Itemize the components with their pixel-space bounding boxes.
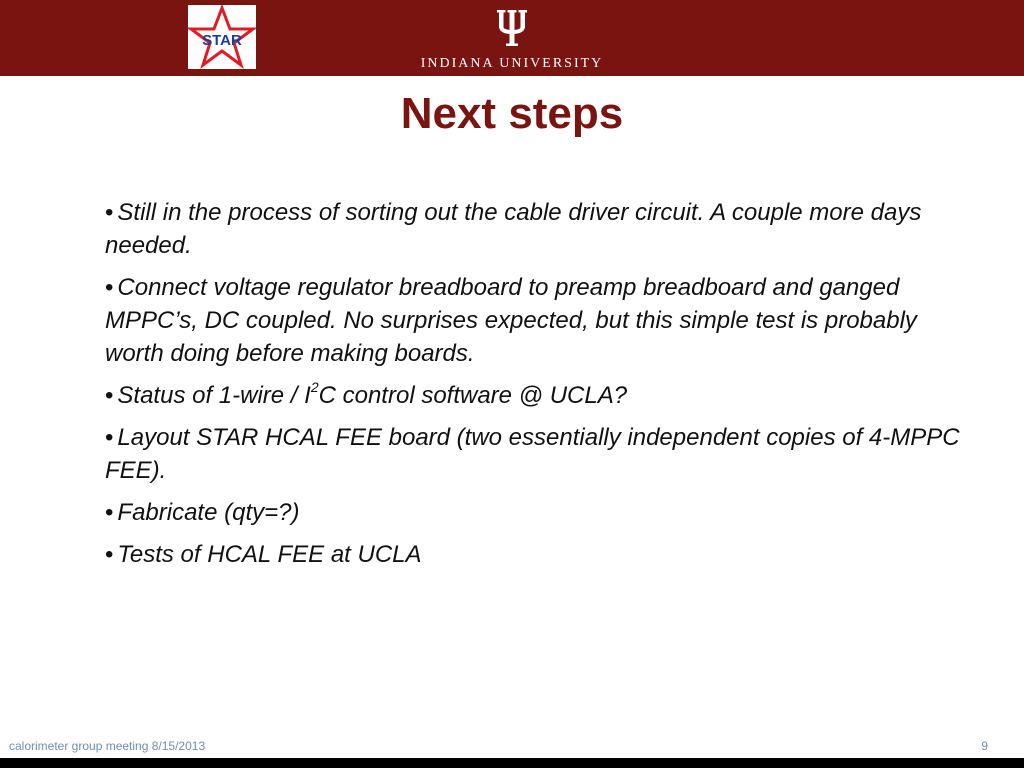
bullet-item	[105, 379, 965, 412]
bullet-dot-icon: •	[105, 199, 114, 226]
bottom-bar	[0, 758, 1024, 768]
bullet-item	[105, 496, 965, 529]
slide-title: Next steps	[400, 89, 624, 138]
bullet-text: Status of 1-wire / I	[117, 382, 311, 409]
footer-meeting: calorimeter group meeting 8/15/2013	[9, 739, 206, 753]
bullet-text: Still in the process of sorting out the cable driver circuit. A couple more days needed.	[105, 199, 922, 259]
bullet-item	[105, 196, 965, 262]
star-logo	[188, 5, 256, 69]
star-logo-text: STAR	[202, 32, 242, 49]
bullet-dot-icon: •	[105, 499, 114, 526]
bullet-text: Connect voltage regulator breadboard to preamp breadboard and ganged MPPC’s, DC coupled. No surprises expected, but this simple test is probably worth doing before making boards.	[105, 274, 917, 367]
bullet-item	[105, 271, 965, 370]
iu-trident-icon	[494, 8, 530, 48]
page-number: 9	[981, 739, 988, 753]
bullet-list	[105, 196, 965, 580]
bullet-dot-icon: •	[105, 382, 114, 409]
header-band	[0, 0, 1024, 76]
bullet-item	[105, 538, 965, 571]
bullet-dot-icon: •	[105, 274, 114, 301]
bullet-text: Tests of HCAL FEE at UCLA	[117, 541, 422, 568]
bullet-dot-icon: •	[105, 424, 114, 451]
bullet-text: C control software @ UCLA?	[318, 382, 628, 409]
superscript: 2	[310, 379, 319, 395]
bullet-text: Layout STAR HCAL FEE board (two essentially independent copies of 4-MPPC FEE).	[105, 424, 960, 484]
bullet-text: Fabricate (qty=?)	[117, 499, 300, 526]
star-icon	[188, 5, 256, 69]
bullet-dot-icon: •	[105, 541, 114, 568]
bullet-item	[105, 421, 965, 487]
university-wordmark: INDIANA UNIVERSITY	[420, 56, 604, 71]
